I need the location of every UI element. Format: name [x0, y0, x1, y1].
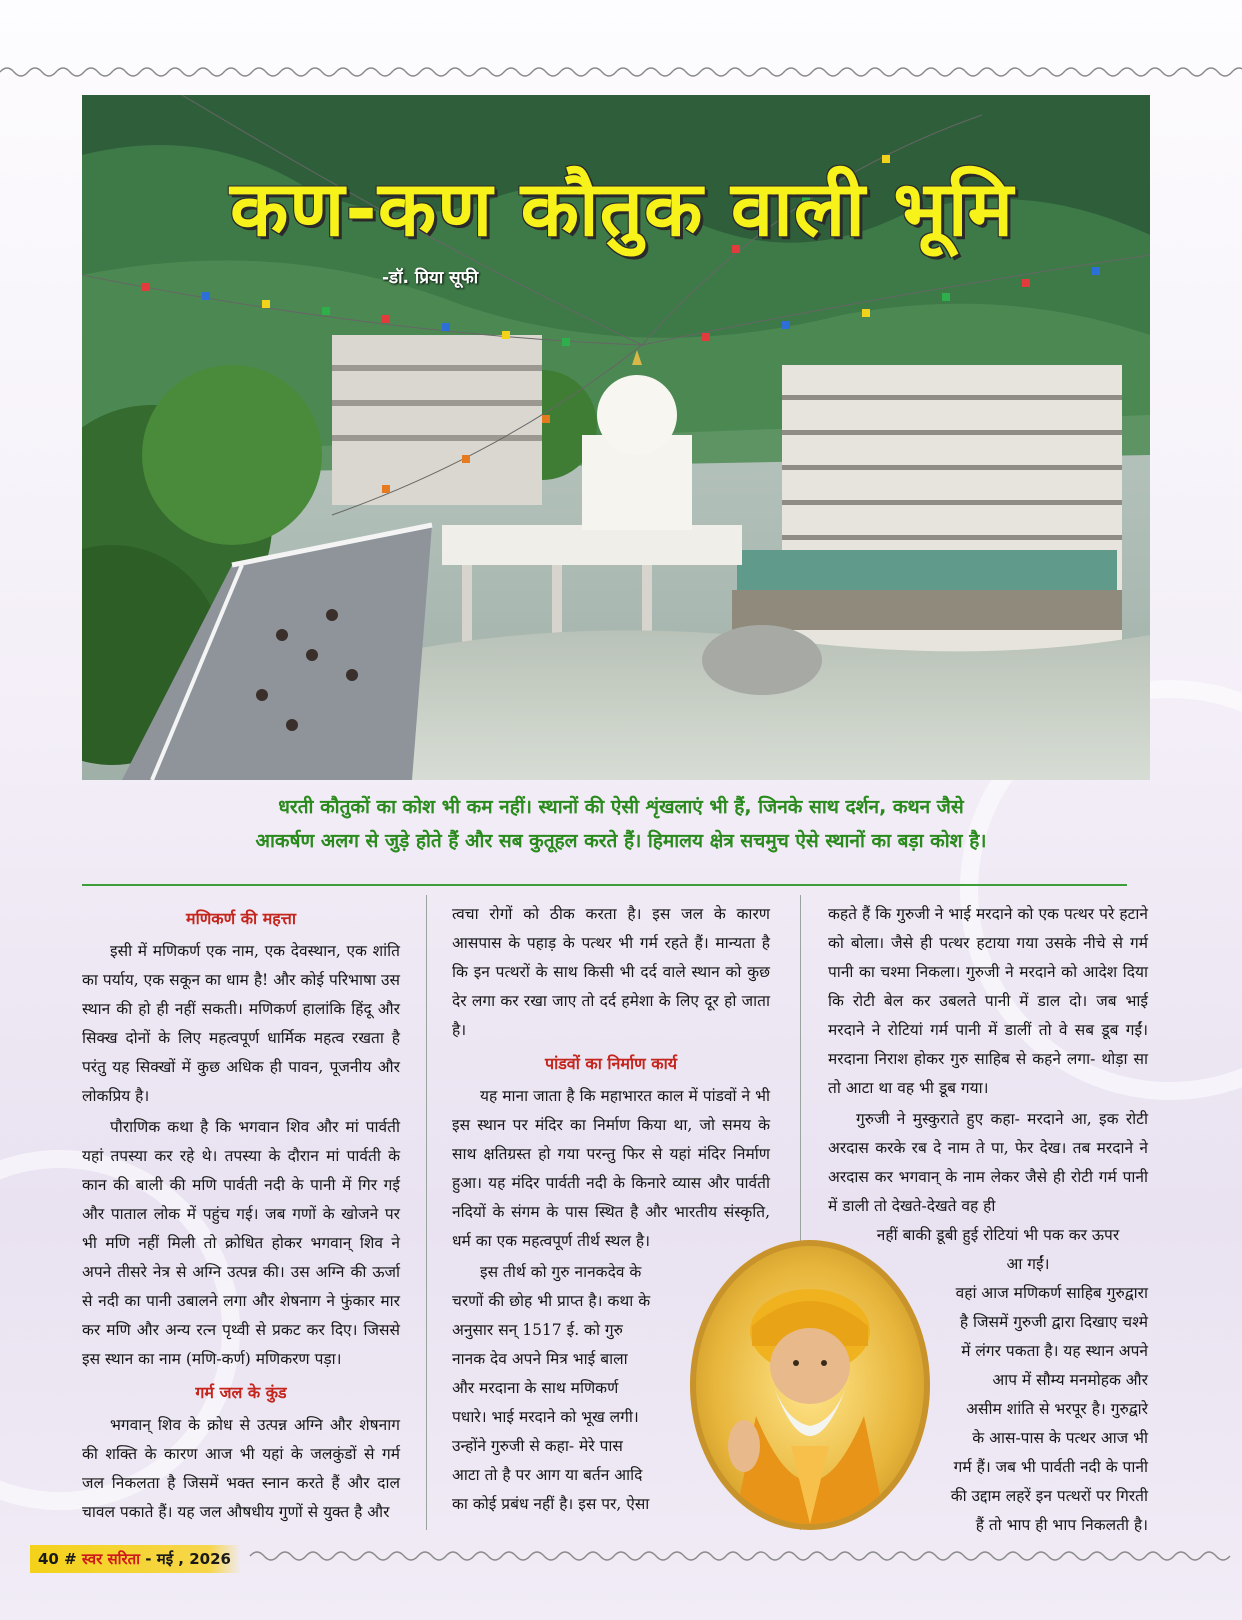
- guru-nanak-portrait: [690, 1240, 930, 1530]
- text-line: नानक देव अपने मित्र भाई बाला: [452, 1350, 628, 1368]
- text-line: गर्म हैं। जब भी पार्वती नदी के पानी: [953, 1458, 1148, 1476]
- page-footer: [30, 1545, 241, 1573]
- text-line: वहां आज मणिकर्ण साहिब गुरुद्वारा: [955, 1284, 1148, 1302]
- text-line: चरणों की छोह भी प्राप्त है। कथा के: [452, 1292, 651, 1310]
- column-divider: [426, 895, 427, 1530]
- magazine-name: स्वर सरिता: [81, 1550, 141, 1568]
- text-line: में लंगर पकता है। यह स्थान अपने: [961, 1342, 1148, 1360]
- section-heading: मणिकर्ण की महत्ता: [186, 909, 296, 928]
- article-title: कण-कण कौतुक वाली भूमि: [229, 164, 1014, 253]
- intro-line: आकर्षण अलग से जुड़े होते हैं और सब कुतूहल करते हैं। हिमालय क्षेत्र सचमुच ऐसे स्थानों का बड़ा कोश है।: [255, 830, 987, 852]
- text-line: आटा तो है पर आग या बर्तन आदि: [452, 1466, 643, 1484]
- paragraph: गुरुजी ने मुस्कुराते हुए कहा- मरदाने आ, इक रोटी अरदास करके रब दे नाम ते पा, फेर देख। तब मरदाने ने अरदास कर भगवान् के नाम लेकर जैसे ही रोटी गर्म पानी में डाली तो देखते-देखते वह ही: [828, 1110, 1148, 1215]
- paragraph: त्वचा रोगों को ठीक करता है। इस जल के कारण आसपास के पहाड़ के पत्थर भी गर्म रहते हैं। मान्यता है कि इन पत्थरों के साथ किसी भी दर्द वाले स्थान को कुछ देर लगा कर रखा जाए तो दर्द हमेशा के लिए दूर हो जाता है।: [452, 905, 770, 1039]
- wrapped-paragraph: [908, 1279, 1148, 1540]
- section-divider: [82, 884, 1127, 886]
- issue-date: - मई , 2026: [145, 1550, 231, 1568]
- portrait-illustration: [696, 1246, 924, 1524]
- text-line: का कोई प्रबंध नहीं है। इस पर, ऐसा: [452, 1495, 650, 1513]
- text-line: और मरदाना के साथ मणिकर्ण: [452, 1379, 619, 1397]
- text-line: अनुसार सन् 1517 ई. को गुरु: [452, 1321, 623, 1339]
- text-line: आप में सौम्य मनमोहक और: [992, 1371, 1148, 1389]
- article-column-1: [82, 900, 400, 1529]
- text-line: उन्होंने गुरुजी से कहा- मेरे पास: [452, 1437, 623, 1455]
- intro-line: धरती कौतुकों का कोश भी कम नहीं। स्थानों की ऐसी शृंखलाएं भी हैं, जिनके साथ दर्शन, कथन जैसे: [278, 796, 964, 818]
- paragraph: पौराणिक कथा है कि भगवान शिव और मां पार्वती यहां तपस्या कर रहे थे। तपस्या के दौरान मां पार्वती के कान की बाली की मणि पार्वती नदी के पानी में गिर गई और पाताल लोक में पहुंच गई। जब गणों के खोजने पर भी मणि नहीं मिली तो क्रोधित होकर भगवान् शिव ने अपने तीसरे नेत्र से अग्नि उत्पन्न की। उस अग्नि की ऊर्जा से नदी का पानी उबालने लगा और शेषनाग ने फुंकार मार कर मणि और अन्य रत्न पृथ्वी से प्रकट कर दिए। जिससे इस स्थान का नाम (मणि-कर्ण) मणिकरण पड़ा।: [82, 1118, 400, 1368]
- paragraph: कहते हैं कि गुरुजी ने भाई मरदाने को एक पत्थर परे हटाने को बोला। जैसे ही पत्थर हटाया गया उसके नीचे से गर्म पानी का चश्मा निकला। गुरुजी ने मरदाने को आदेश दिया कि रोटी बेल कर उबलते पानी में डाल दो। जब भाई मरदाने ने रोटियां गर्म पानी में डालीं तो वे सब डूब गईं। मरदाना निराश होकर गुरु साहिब से कहने लगा- थोड़ा सा तो आटा था वह भी डूब गया।: [828, 905, 1148, 1097]
- hero-photo-manikaran: [82, 95, 1150, 780]
- text-line: आ गईं।: [1006, 1255, 1050, 1273]
- text-line: इस तीर्थ को गुरु नानकदेव के: [480, 1263, 642, 1281]
- text-line: के आस-पास के पत्थर आज भी: [972, 1429, 1148, 1447]
- text-line: की उद्दाम लहरें इन पत्थरों पर गिरती: [950, 1487, 1148, 1505]
- wrapped-paragraph: [452, 1258, 684, 1519]
- page-number: 40 #: [38, 1550, 77, 1568]
- section-heading: गर्म जल के कुंड: [195, 1383, 287, 1402]
- section-heading: पांडवों का निर्माण कार्य: [545, 1054, 677, 1073]
- paragraph: इसी में मणिकर्ण एक नाम, एक देवस्थान, एक शांति का पर्याय, एक सकून का धाम है! और कोई परिभाषा उस स्थान की हो ही नहीं सकती। मणिकर्ण हालांकि हिंदू और सिक्ख दोनों के लिए महत्वपूर्ण धार्मिक महत्व रखता है परंतु यह सिक्खों में कुछ अधिक ही पावन, पूजनीय और लोकप्रिय है।: [82, 942, 400, 1105]
- paragraph: यह माना जाता है कि महाभारत काल में पांडवों ने भी इस स्थान पर मंदिर का निर्माण किया था, जो समय के साथ क्षतिग्रस्त हो गया परन्तु फिर से यहां मंदिर निर्माण हुआ। यह मंदिर पार्वती नदी के किनारे व्यास और पार्वती नदियों के संगम के पास स्थित है और भारतीय संस्कृति, धर्म का एक महत्वपूर्ण तीर्थ स्थल है।: [452, 1087, 770, 1250]
- intro-blurb: [150, 790, 1092, 858]
- top-wave-border: [0, 64, 1242, 80]
- text-line: असीम शांति से भरपूर है। गुरुद्वारे: [966, 1400, 1148, 1418]
- text-line: नहीं बाकी डूबी हुई रोटियां भी पक कर ऊपर: [876, 1226, 1120, 1244]
- text-line: हैं तो भाप ही भाप निकलती है।: [975, 1516, 1148, 1534]
- author-byline: -डॉ. प्रिया सूफी: [382, 268, 479, 288]
- text-line: है जिसमें गुरुजी द्वारा दिखाए चश्मे: [959, 1313, 1148, 1331]
- paragraph: भगवान् शिव के क्रोध से उत्पन्न अग्नि और शेषनाग की शक्ति के कारण आज भी यहां के जलकुंडों से गर्म जल निकलता है जिसमें भक्त स्नान करते हैं और दाल चावल पकाते हैं। यह जल औषधीय गुणों से युक्त है और: [82, 1416, 400, 1521]
- text-line: पधारे। भाई मरदाने को भूख लगी।: [452, 1408, 639, 1426]
